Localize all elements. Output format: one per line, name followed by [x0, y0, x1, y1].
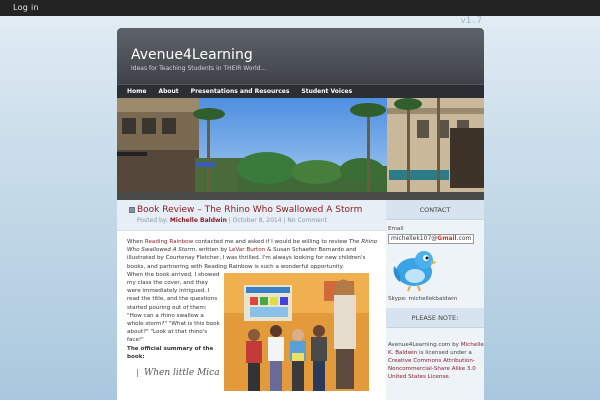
contact-widget: [386, 220, 484, 303]
license-link[interactable]: Creative Commons Attribution-Noncommercial-Share Alike 3.0 United States License: [388, 358, 476, 380]
post-title[interactable]: Book Review – The Rhino Who Swallowed A Storm: [137, 205, 363, 215]
post-body: [117, 231, 379, 394]
nav-presentations[interactable]: Presentations and Resources: [190, 88, 290, 95]
post-meta: [128, 217, 386, 224]
site-title[interactable]: Avenue4Learning: [131, 47, 253, 63]
main-nav: [117, 84, 484, 98]
text: contacted me and asked if I would be willing to review: [193, 239, 350, 245]
post-columns: [127, 271, 379, 394]
skype-id: Skype: michellekbaldwin: [388, 296, 458, 302]
post-paragraph-2: When the book arrived, I showed my class the cover, and they were immediately intrigued. I read the title, and the questions started pouring out of them: "How can a rhino swallow a whole storm?" "What is this book about?" "Look at that rhino's face!": [127, 271, 220, 344]
meta-sep: |: [228, 217, 233, 224]
email-suffix: .com: [456, 235, 472, 242]
email-at: @: [431, 235, 438, 242]
twitter-bird-icon[interactable]: [388, 246, 484, 295]
note-heading: PLEASE NOTE:: [386, 308, 484, 328]
email-label: Email: [388, 226, 404, 232]
license-widget: [386, 336, 484, 381]
book-title: The Rhino Who Swallowed A Storm: [127, 239, 378, 254]
admin-bar: [0, 0, 600, 16]
login-link[interactable]: Log in: [13, 3, 39, 12]
text: , written by: [195, 247, 230, 254]
post-text-column: [127, 271, 222, 394]
site-tagline: Ideas for Teaching Students in THEIR World...: [131, 65, 267, 72]
text: is licensed under a: [417, 350, 472, 356]
post-paragraph-1: [127, 238, 379, 271]
book-quote: When little Mica: [137, 369, 222, 377]
site-header: [117, 28, 484, 84]
post-header: [117, 200, 386, 231]
text: & Susan Schaefer Bernardo and illustrated by Courtenay Fletcher, I was thrilled. I'm always looking for new children's books, and partnering with Reading Rainbow is such a wonderful opportunity.: [127, 247, 366, 270]
email-prefix: michellek107: [391, 235, 432, 242]
text: .: [448, 374, 451, 380]
email-domain: Gmail: [437, 235, 457, 242]
summary-label: The official summary of the book:: [127, 345, 214, 360]
post-date: October 8, 2014: [232, 217, 282, 224]
sidebar: [386, 200, 484, 400]
post-author-link[interactable]: Michelle Baldwin: [169, 217, 227, 224]
reading-rainbow-link[interactable]: Reading Rainbow: [144, 239, 194, 245]
text: When: [127, 239, 145, 245]
posted-by-label: Posted by:: [137, 217, 168, 224]
comments-link[interactable]: No Comment: [287, 217, 327, 224]
post-icon: [129, 207, 135, 213]
email-image: [388, 234, 474, 244]
text: Avenue4Learning.com by: [388, 342, 461, 348]
nav-student-voices[interactable]: Student Voices: [301, 88, 353, 95]
version-label: v1.7: [460, 16, 482, 26]
author-link[interactable]: Michelle K. Baldwin: [388, 342, 484, 356]
nav-home[interactable]: Home: [127, 88, 147, 95]
levar-burton-link[interactable]: LeVar Burton: [229, 247, 266, 254]
page-wrapper: [117, 28, 484, 400]
contact-heading: CONTACT: [386, 200, 484, 220]
post-content: [117, 200, 386, 394]
meta-sep: |: [283, 217, 288, 224]
header-banner-image: [117, 98, 484, 200]
nav-about[interactable]: About: [158, 88, 179, 95]
class-photo: [224, 273, 369, 394]
